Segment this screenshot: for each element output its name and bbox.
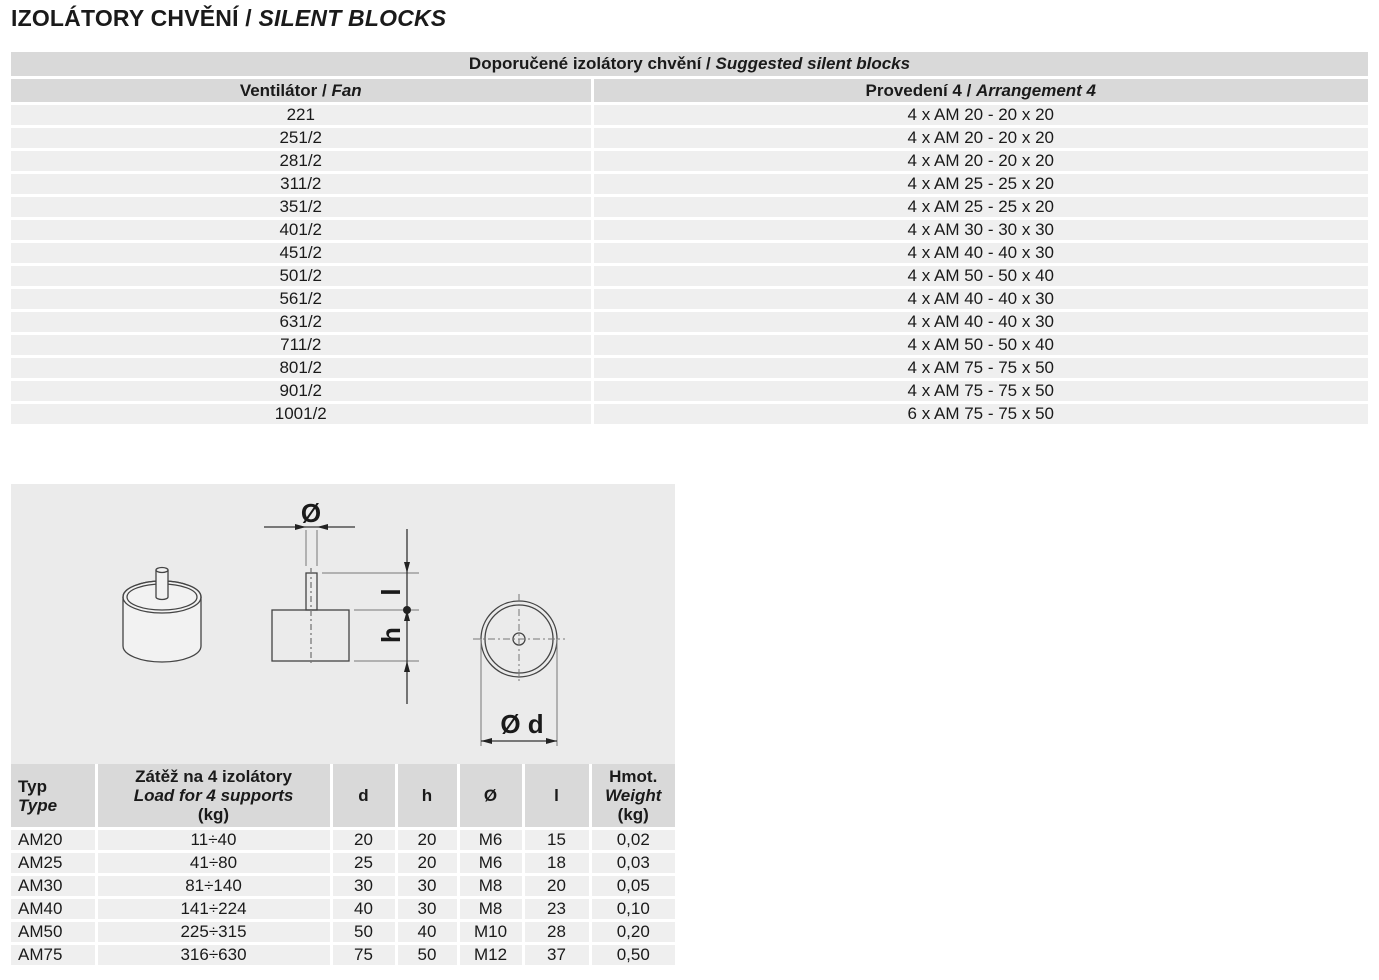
silent-block-spec-table <box>11 764 675 968</box>
label-phi-d: Ø d <box>500 709 544 739</box>
arrangement-cell: 4 x AM 25 - 25 x 20 <box>592 196 1368 219</box>
header-weight-unit: (kg) <box>617 805 649 824</box>
typ-cell: AM30 <box>11 875 96 898</box>
load-cell: 316÷630 <box>96 944 331 967</box>
fan-cell: 311/2 <box>11 173 592 196</box>
silent-block-drawing <box>11 484 675 764</box>
weight-cell: 0,50 <box>590 944 675 967</box>
typ-cell: AM40 <box>11 898 96 921</box>
arrangement-cell: 4 x AM 40 - 40 x 30 <box>592 242 1368 265</box>
header-load <box>96 764 331 829</box>
fan-cell: 901/2 <box>11 380 592 403</box>
caption-en: Suggested silent blocks <box>715 54 911 73</box>
phi-cell: M8 <box>458 875 523 898</box>
h-cell: 50 <box>396 944 458 967</box>
header-fan-en: Fan <box>331 80 362 100</box>
d-cell: 75 <box>331 944 396 967</box>
fan-cell: 351/2 <box>11 196 592 219</box>
table-row <box>11 403 1368 426</box>
header-type-en: Type <box>18 795 58 815</box>
load-cell: 141÷224 <box>96 898 331 921</box>
weight-cell: 0,05 <box>590 875 675 898</box>
typ-cell: AM75 <box>11 944 96 967</box>
h-cell: 20 <box>396 829 458 852</box>
table-row <box>11 898 675 921</box>
fan-cell: 401/2 <box>11 219 592 242</box>
header-d: d <box>331 764 396 829</box>
weight-cell: 0,10 <box>590 898 675 921</box>
arrangement-cell: 4 x AM 50 - 50 x 40 <box>592 265 1368 288</box>
header-phi: Ø <box>458 764 523 829</box>
silent-block-3d-icon <box>123 568 201 662</box>
table-row <box>11 219 1368 242</box>
table-row <box>11 380 1368 403</box>
fan-silent-block-table <box>11 52 1368 427</box>
arrangement-cell: 4 x AM 20 - 20 x 20 <box>592 127 1368 150</box>
phi-cell: M8 <box>458 898 523 921</box>
fan-cell: 451/2 <box>11 242 592 265</box>
l-cell: 15 <box>523 829 590 852</box>
typ-cell: AM25 <box>11 852 96 875</box>
header-arr-cz: Provedení 4 / <box>865 80 977 100</box>
table-row <box>11 829 675 852</box>
arrangement-cell: 4 x AM 40 - 40 x 30 <box>592 311 1368 334</box>
l-cell: 20 <box>523 875 590 898</box>
fan-cell: 801/2 <box>11 357 592 380</box>
arrangement-cell: 4 x AM 20 - 20 x 20 <box>592 150 1368 173</box>
l-cell: 28 <box>523 921 590 944</box>
header-type <box>11 764 96 829</box>
arrangement-cell: 4 x AM 30 - 30 x 30 <box>592 219 1368 242</box>
table-row <box>11 852 675 875</box>
arrangement-cell: 6 x AM 75 - 75 x 50 <box>592 403 1368 426</box>
table-row <box>11 242 1368 265</box>
table-row <box>11 875 675 898</box>
h-cell: 20 <box>396 852 458 875</box>
weight-cell: 0,20 <box>590 921 675 944</box>
header-weight <box>590 764 675 829</box>
d-cell: 40 <box>331 898 396 921</box>
spec-header-row <box>11 764 675 829</box>
arrangement-cell: 4 x AM 20 - 20 x 20 <box>592 104 1368 127</box>
arrangement-cell: 4 x AM 40 - 40 x 30 <box>592 288 1368 311</box>
table-row <box>11 944 675 967</box>
table-caption-row <box>11 52 1368 78</box>
l-cell: 23 <box>523 898 590 921</box>
fan-cell: 631/2 <box>11 311 592 334</box>
load-cell: 11÷40 <box>96 829 331 852</box>
label-phi: Ø <box>300 498 322 528</box>
table-row <box>11 311 1368 334</box>
table-row <box>11 921 675 944</box>
header-fan-cz: Ventilátor / <box>239 80 332 100</box>
arrangement-cell: 4 x AM 75 - 75 x 50 <box>592 380 1368 403</box>
table-row <box>11 104 1368 127</box>
table-row <box>11 150 1368 173</box>
spec-table-body <box>11 829 675 967</box>
table-caption <box>11 52 1368 78</box>
load-cell: 225÷315 <box>96 921 331 944</box>
h-cell: 30 <box>396 875 458 898</box>
header-arr-en: Arrangement 4 <box>976 80 1097 100</box>
silent-block-drawing-panel <box>11 484 675 764</box>
header-weight-en: Weight <box>605 786 662 805</box>
arrangement-cell: 4 x AM 25 - 25 x 20 <box>592 173 1368 196</box>
caption-cz: Doporučené izolátory chvění / <box>468 54 716 73</box>
l-cell: 18 <box>523 852 590 875</box>
table-header-row <box>11 78 1368 104</box>
column-header-fan <box>11 78 592 104</box>
d-cell: 50 <box>331 921 396 944</box>
page-title-cz: IZOLÁTORY CHVĚNÍ / <box>11 5 259 31</box>
d-cell: 20 <box>331 829 396 852</box>
weight-cell: 0,02 <box>590 829 675 852</box>
fan-cell: 501/2 <box>11 265 592 288</box>
header-load-en: Load for 4 supports <box>133 786 294 805</box>
table-row <box>11 196 1368 219</box>
l-cell: 37 <box>523 944 590 967</box>
label-h: h <box>376 627 406 643</box>
table-row <box>11 288 1368 311</box>
typ-cell: AM50 <box>11 921 96 944</box>
h-cell: 30 <box>396 898 458 921</box>
fan-cell: 221 <box>11 104 592 127</box>
fan-cell: 281/2 <box>11 150 592 173</box>
phi-cell: M6 <box>458 829 523 852</box>
typ-cell: AM20 <box>11 829 96 852</box>
fan-cell: 1001/2 <box>11 403 592 426</box>
weight-cell: 0,03 <box>590 852 675 875</box>
phi-cell: M12 <box>458 944 523 967</box>
page-title <box>11 5 446 32</box>
h-cell: 40 <box>396 921 458 944</box>
table-row <box>11 127 1368 150</box>
silent-block-side-view <box>264 527 419 704</box>
header-load-cz: Zátěž na 4 izolátory <box>135 767 292 786</box>
header-weight-cz: Hmot. <box>609 767 658 786</box>
table-row <box>11 334 1368 357</box>
fan-table-body <box>11 104 1368 426</box>
phi-cell: M6 <box>458 852 523 875</box>
d-cell: 25 <box>331 852 396 875</box>
arrangement-cell: 4 x AM 75 - 75 x 50 <box>592 357 1368 380</box>
fan-cell: 711/2 <box>11 334 592 357</box>
fan-cell: 251/2 <box>11 127 592 150</box>
header-l: l <box>523 764 590 829</box>
load-cell: 81÷140 <box>96 875 331 898</box>
arrangement-cell: 4 x AM 50 - 50 x 40 <box>592 334 1368 357</box>
page-title-en: SILENT BLOCKS <box>258 5 447 31</box>
header-type-cz: Typ <box>18 776 47 796</box>
table-row <box>11 357 1368 380</box>
label-l: l <box>376 588 406 596</box>
fan-cell: 561/2 <box>11 288 592 311</box>
d-cell: 30 <box>331 875 396 898</box>
header-load-unit: (kg) <box>197 805 230 824</box>
phi-cell: M10 <box>458 921 523 944</box>
header-h: h <box>396 764 458 829</box>
load-cell: 41÷80 <box>96 852 331 875</box>
table-row <box>11 173 1368 196</box>
table-row <box>11 265 1368 288</box>
column-header-arrangement <box>592 78 1368 104</box>
